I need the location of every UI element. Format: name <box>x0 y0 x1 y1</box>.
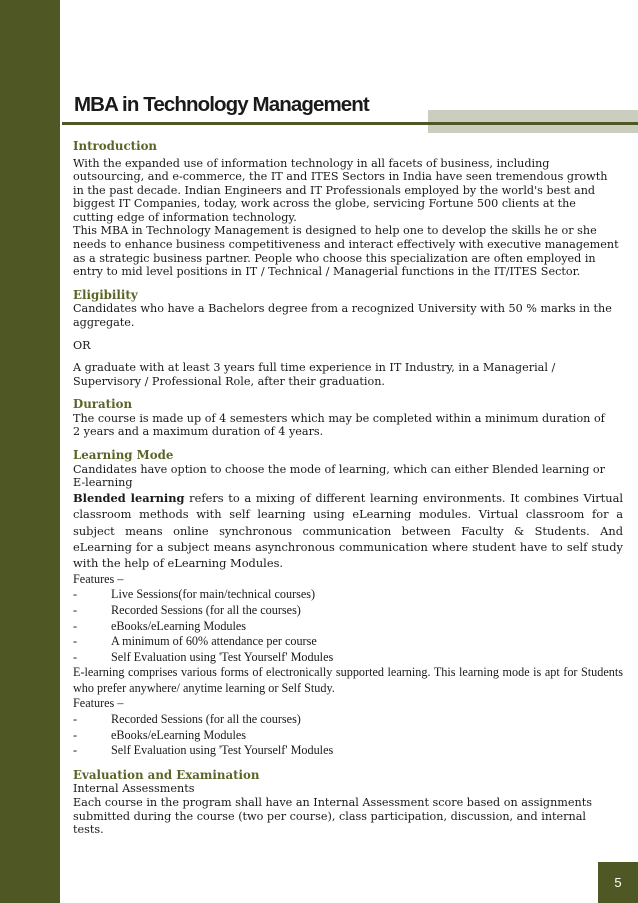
evaluation-body <box>73 782 623 836</box>
list-item: - Recorded Sessions (for all the courses) <box>73 712 301 727</box>
blended-learning-term: Blended learning <box>73 490 185 505</box>
list-item: - Live Sessions(for main/technical courses) <box>73 587 316 602</box>
text-line: This MBA in Technology Management is designed to help one to develop the skills he or she <box>73 224 597 238</box>
list-item: - eBooks/eLearning Modules <box>73 727 247 742</box>
text-line: A graduate with at least 3 years full time experience in IT Industry, in a Managerial / <box>73 361 556 375</box>
text-line: Candidates who have a Bachelors degree from a recognized University with 50 % marks in the <box>73 302 612 316</box>
list-item: - Self Evaluation using 'Test Yourself' Modules <box>73 743 334 758</box>
text-line: Candidates have option to choose the mode of learning, which can either Blended learning or <box>73 462 606 476</box>
text-line: needs to enhance business competitiveness and interact effectively with executive management <box>73 238 619 252</box>
text-line: in the past decade. Indian Engineers and IT Professionals employed by the world's best and <box>73 183 596 197</box>
section-heading-evaluation: Evaluation and Examination <box>73 767 260 782</box>
list-item: - Recorded Sessions (for all the courses) <box>73 602 301 617</box>
page-title: MBA in Technology Management <box>74 93 369 116</box>
eligibility-body <box>73 302 623 388</box>
introduction-body <box>73 157 623 279</box>
section-heading-learning-mode: Learning Mode <box>73 448 174 462</box>
sidebar-band <box>0 0 60 903</box>
page-number: 5 <box>598 862 638 903</box>
text-line: With the expanded use of information technology in all facets of business, including <box>73 156 550 170</box>
title-rule <box>62 122 638 125</box>
list-item: - eBooks/eLearning Modules <box>73 618 247 633</box>
text-line: The course is made up of 4 semesters which may be completed within a minimum duration of <box>73 411 605 425</box>
blended-learning-text: refers to a mixing of different learning environments. It combines Virtual classroom methods with self learning using eLearning modules. Virtual classroom for a subject means online synchronous communication between Faculty & Students. And eLearning for a subject means asynchronous communication where student have to self study with the help of eLearning Modules. <box>73 490 624 571</box>
blended-learning-paragraph <box>73 490 623 572</box>
text-line: outsourcing, and e-commerce, the IT and ITES Sectors in India have seen tremendous growth <box>73 170 608 184</box>
text-line: biggest IT Companies, today, work across the globe, servicing Fortune 500 clients at the <box>73 197 576 211</box>
duration-body <box>73 412 623 439</box>
section-heading-eligibility: Eligibility <box>73 287 138 302</box>
text-line: Internal Assessments <box>73 782 195 796</box>
text-line: E-learning <box>73 476 133 490</box>
text-line: as a strategic business partner. People who choose this specialization are often employed in <box>73 251 596 265</box>
text-line: Each course in the program shall have an Internal Assessment score based on assignments <box>73 795 592 809</box>
features-label: Features – <box>73 696 124 711</box>
learning-mode-body <box>73 463 623 759</box>
text-line: cutting edge of information technology. <box>73 210 297 224</box>
or-separator: OR <box>73 338 91 352</box>
blended-features <box>73 572 623 759</box>
section-heading-introduction: Introduction <box>73 139 158 153</box>
section-heading-duration: Duration <box>73 397 133 412</box>
features-label: Features – <box>73 571 124 586</box>
elearning-paragraph: E-learning comprises various forms of electronically supported learning. This learning mode is apt for Students who prefer anywhere/ anytime learning or Self Study. <box>73 665 623 695</box>
text-line: submitted during the course (two per course), class participation, discussion, and internal <box>73 809 586 823</box>
text-line: aggregate. <box>73 315 135 329</box>
text-line: entry to mid level positions in IT / Technical / Managerial functions in the IT/ITES Sector. <box>73 265 581 279</box>
page-content <box>73 139 623 837</box>
list-item: - A minimum of 60% attendance per course <box>73 634 317 649</box>
list-item: - Self Evaluation using 'Test Yourself' Modules <box>73 649 334 664</box>
text-line: Supervisory / Professional Role, after their graduation. <box>73 374 385 388</box>
text-line: 2 years and a maximum duration of 4 years. <box>73 425 324 439</box>
text-line: tests. <box>73 823 104 837</box>
